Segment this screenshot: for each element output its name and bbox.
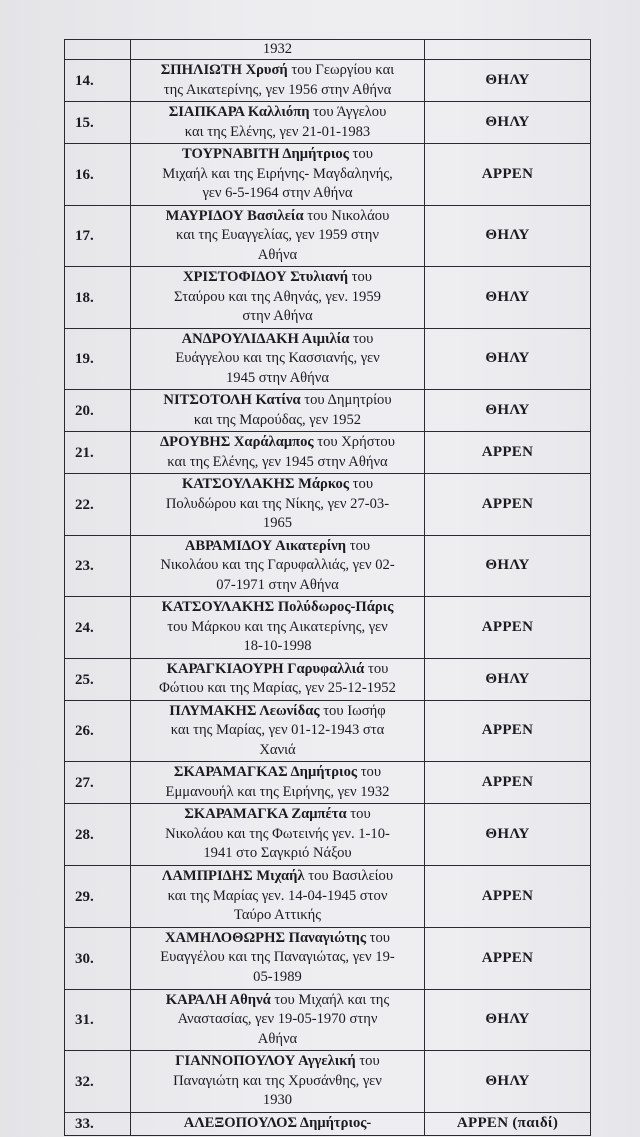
row-sex-cell [425, 40, 591, 60]
description-line: Αθήνα [257, 246, 298, 263]
row-sex-cell [425, 205, 591, 267]
parent-info: του [364, 660, 389, 677]
table-row [65, 1113, 591, 1136]
sex-label: ΘΗΛΥ [485, 557, 530, 574]
parent-info: του Δημητρίου [300, 392, 392, 408]
row-number: 28. [75, 827, 94, 843]
parent-info: του Ιωσήφ [319, 702, 386, 719]
description-line: της Αικατερίνης, γεν 1956 στην Αθήνα [163, 81, 392, 98]
sex-label: ΘΗΛΥ [485, 1073, 530, 1089]
sex-label: ΘΗΛΥ [485, 72, 530, 88]
parent-info: του [346, 537, 371, 554]
row-description-cell [131, 60, 425, 102]
row-description-cell [131, 927, 425, 989]
row-number: 19. [75, 351, 94, 368]
person-name: ΧΡΙΣΤΟΦΙΔΟΥ Στυλιανή [182, 269, 348, 285]
row-number-cell [65, 328, 131, 390]
description-line: 1965 [262, 515, 293, 531]
row-sex-cell [425, 927, 591, 989]
description-line [135, 660, 420, 680]
description-line [135, 598, 420, 618]
person-name: ΣΚΑΡΑΜΑΓΚΑΣ Δημήτριος [173, 764, 358, 780]
row-description-cell [131, 328, 425, 390]
table-row [65, 762, 591, 804]
row-number-cell [65, 432, 131, 474]
row-sex-cell [425, 989, 591, 1051]
description-line [135, 805, 420, 825]
sex-label: ΘΗΛΥ [485, 1011, 530, 1028]
description-line: 18-10-1998 [243, 638, 312, 654]
row-number: 25. [75, 671, 94, 688]
person-name: ΓΙΑΝΝΟΠΟΥΛΟΥ Αγγελική [175, 1053, 356, 1070]
row-description-cell [131, 474, 425, 536]
row-sex-cell [425, 804, 591, 866]
parent-info: του [357, 764, 382, 780]
description-line: Ευάγγελου και της Κασσιανής, γεν [175, 350, 380, 366]
row-number-cell [65, 866, 131, 928]
row-number-cell [65, 205, 131, 267]
description-line: Νικολάου και της Φωτεινής γεν. 1-10- [165, 825, 390, 842]
table-row [65, 267, 591, 329]
table-row [65, 40, 591, 60]
person-name: ΑΛΕΞΟΠΟΥΛΟΣ Δημήτριος- [183, 1115, 372, 1131]
row-sex-cell [425, 102, 591, 144]
row-sex-cell [425, 1051, 591, 1113]
description-line [135, 268, 420, 288]
sex-label: ΑΡΡΕΝ (παιδί) [456, 1115, 559, 1132]
row-description-cell [131, 144, 425, 206]
row-description-cell [131, 989, 425, 1051]
description-line: 1930 [262, 1092, 293, 1109]
person-name: ΛΑΜΠΡΙΔΗΣ Μιχαήλ [161, 868, 305, 884]
description-line: και της Μαρούδας, γεν 1952 [193, 411, 362, 428]
person-name: ΔΡΟΥΒΗΣ Χαράλαμπος [160, 434, 314, 450]
parent-info: του [348, 146, 373, 162]
table-row [65, 866, 591, 928]
description-line: και της Μαρίας γεν. 14-04-1945 στον [167, 887, 388, 904]
row-number: 23. [75, 558, 94, 575]
table-row [65, 658, 591, 700]
table-row [65, 390, 591, 432]
row-number: 24. [75, 619, 94, 636]
description-line [135, 475, 420, 495]
row-description-cell [131, 267, 425, 329]
row-number: 30. [75, 950, 94, 967]
row-sex-cell [425, 432, 591, 474]
table-row [65, 1051, 591, 1113]
table-row [65, 474, 591, 536]
row-description-cell [131, 1113, 425, 1136]
row-number: 21. [75, 445, 94, 461]
row-sex-cell [425, 700, 591, 762]
description-line [135, 702, 420, 722]
row-description-cell [131, 535, 425, 597]
table-row [65, 60, 591, 102]
row-number-cell [65, 535, 131, 597]
sex-label: ΑΡΡΕΝ [481, 774, 534, 790]
description-line: Ευαγγέλου και της Παναγιώτας, γεν 19- [160, 949, 395, 966]
sex-label: ΑΡΡΕΝ [481, 495, 534, 512]
description-line: γεν 6-5-1964 στην Αθήνα [202, 185, 353, 201]
row-number-cell [65, 144, 131, 206]
row-number: 16. [75, 166, 94, 183]
row-description-cell [131, 762, 425, 804]
row-number-cell [65, 40, 131, 60]
row-description-cell [131, 866, 425, 928]
person-name: ΚΑΡΑΛΗ Αθηνά [165, 991, 271, 1008]
description-line: και της Ελένης, γεν 1945 στην Αθήνα [167, 453, 388, 470]
continued-text: 1932 [262, 41, 293, 57]
description-line: και της Ευαγγελίας, γεν 1959 στην [175, 227, 380, 243]
description-line [135, 207, 420, 227]
row-sex-cell [425, 658, 591, 700]
person-name: ΝΙΤΣΟΤΟΛΗ Κατίνα [163, 392, 301, 408]
row-number: 18. [75, 289, 94, 306]
table-row [65, 205, 591, 267]
sex-label: ΘΗΛΥ [485, 350, 530, 367]
description-line [135, 867, 420, 887]
sex-label: ΘΗΛΥ [485, 826, 530, 842]
description-line [135, 991, 420, 1011]
description-line: 07-1971 στην Αθήνα [216, 576, 339, 593]
person-name: ΧΑΜΗΛΟΘΩΡΗΣ Παναγιώτης [164, 929, 366, 946]
parent-info: του [347, 269, 373, 285]
description-line: 05-1989 [253, 968, 302, 985]
row-description-cell [131, 804, 425, 866]
person-name: ΣΠΗΛΙΩΤΗ Χρυσή [160, 62, 288, 78]
row-number: 27. [75, 775, 94, 791]
description-line: Πολυδώρου και της Νίκης, γεν 27-03- [165, 495, 390, 512]
description-line: του Μάρκου και της Αικατερίνης, γεν [167, 618, 388, 635]
row-number: 17. [75, 228, 94, 245]
description-line: Παναγιώτη και της Χρυσάνθης, γεν [173, 1072, 382, 1089]
description-line [135, 145, 420, 165]
description-line: Σταύρου και της Αθηνάς, γεν. 1959 [174, 288, 381, 305]
row-number-cell [65, 804, 131, 866]
parent-info: του [346, 806, 371, 823]
row-sex-cell [425, 267, 591, 329]
sex-label: ΘΗΛΥ [485, 402, 530, 418]
row-number-cell [65, 390, 131, 432]
row-number: 22. [75, 496, 94, 513]
description-line: Μιχαήλ και της Ειρήνης- Μαγδαληνής, [162, 165, 393, 182]
parent-info: του Μιχαήλ και της [270, 991, 390, 1008]
row-description-cell [131, 40, 425, 60]
row-number-cell [65, 927, 131, 989]
description-line: Αναστασίας, γεν 19-05-1970 στην [177, 1011, 378, 1027]
row-number: 29. [75, 888, 94, 905]
row-sex-cell [425, 474, 591, 536]
table-row [65, 328, 591, 390]
sex-label: ΘΗΛΥ [485, 288, 530, 305]
person-name: ΣΙΑΠΚΑΡΑ Καλλιόπη [168, 104, 310, 120]
parent-info: του Χρήστου [313, 434, 395, 450]
person-name: ΚΑΡΑΓΚΙΑΟΥΡΗ Γαρυφαλλιά [166, 660, 365, 677]
row-number-cell [65, 989, 131, 1051]
parent-info: του Βασιλείου [304, 868, 394, 884]
person-name: ΠΛΥΜΑΚΗΣ Λεωνίδας [169, 702, 320, 719]
description-line: και της Μαρίας, γεν 01-12-1943 στα [170, 722, 385, 738]
description-line: Φώτιου και της Μαρίας, γεν 25-12-1952 [159, 680, 396, 696]
row-number: 20. [75, 403, 94, 419]
parent-info: του [349, 330, 374, 347]
description-line: και της Ελένης, γεν 21-01-1983 [184, 123, 371, 140]
row-sex-cell [425, 762, 591, 804]
description-line [135, 763, 420, 783]
row-description-cell [131, 700, 425, 762]
row-number-cell [65, 474, 131, 536]
sex-label: ΘΗΛΥ [485, 114, 530, 130]
description-line [135, 330, 420, 350]
person-name: ΑΝΔΡΟΥΛΙΔΑΚΗ Αιμιλία [181, 330, 350, 347]
row-number-cell [65, 597, 131, 659]
row-description-cell [131, 597, 425, 659]
row-number-cell [65, 1051, 131, 1113]
description-line: Ταύρο Αττικής [233, 907, 322, 923]
row-sex-cell [425, 328, 591, 390]
row-number-cell [65, 60, 131, 102]
description-line: Εμμανουήλ και της Ειρήνης, γεν 1932 [165, 783, 390, 800]
row-description-cell [131, 102, 425, 144]
row-number-cell [65, 700, 131, 762]
parent-info: του [365, 929, 391, 946]
row-sex-cell [425, 60, 591, 102]
row-number: 26. [75, 723, 94, 740]
table-row [65, 927, 591, 989]
description-line [135, 1114, 420, 1134]
sex-label: ΑΡΡΕΝ [481, 444, 534, 460]
table-row [65, 804, 591, 866]
person-name: ΜΑΥΡΙΔΟΥ Βασιλεία [165, 207, 304, 224]
sex-label: ΑΡΡΕΝ [481, 618, 534, 635]
person-name: ΚΑΤΣΟΥΛΑΚΗΣ Μάρκος [181, 476, 350, 492]
parent-info: του [349, 476, 374, 492]
table-row [65, 597, 591, 659]
row-description-cell [131, 658, 425, 700]
description-line [135, 1052, 420, 1072]
row-sex-cell [425, 866, 591, 928]
registry-table [64, 39, 591, 1136]
row-sex-cell [425, 1113, 591, 1136]
row-sex-cell [425, 597, 591, 659]
sex-label: ΘΗΛΥ [485, 227, 530, 244]
table-row [65, 102, 591, 144]
row-number: 33. [75, 1116, 94, 1133]
person-name: ΑΒΡΑΜΙΔΟΥ Αικατερίνη [184, 537, 347, 554]
row-description-cell [131, 390, 425, 432]
description-line: 1941 στο Σαγκριό Νάξου [203, 845, 352, 862]
parent-info: του Άγγελου [309, 104, 387, 120]
row-sex-cell [425, 535, 591, 597]
description-line [135, 61, 420, 81]
description-line [135, 391, 420, 411]
sex-label: ΑΡΡΕΝ [481, 165, 534, 182]
table-row [65, 535, 591, 597]
parent-info: του [355, 1053, 380, 1070]
row-description-cell [131, 1051, 425, 1113]
row-number-cell [65, 762, 131, 804]
table-row [65, 989, 591, 1051]
parent-info: του Νικολάου [303, 207, 390, 224]
sex-label: ΘΗΛΥ [485, 670, 530, 687]
description-line [135, 537, 420, 557]
row-number: 14. [75, 73, 94, 89]
row-number: 32. [75, 1074, 94, 1090]
person-name: ΚΑΤΣΟΥΛΑΚΗΣ Πολύδωρος-Πάρις [161, 599, 394, 615]
row-description-cell [131, 205, 425, 267]
description-line [135, 103, 420, 123]
row-number: 15. [75, 115, 94, 131]
description-line: Νικολάου και της Γαρυφαλλιάς, γεν 02- [160, 557, 395, 573]
person-name: ΤΟΥΡΝΑΒΙΤΗ Δημήτριος [182, 146, 349, 162]
table-row [65, 700, 591, 762]
row-number-cell [65, 267, 131, 329]
table-row [65, 144, 591, 206]
parent-info: του Γεωργίου και [287, 62, 395, 78]
sex-label: ΑΡΡΕΝ [481, 949, 534, 966]
sex-label: ΑΡΡΕΝ [481, 887, 534, 904]
row-number-cell [65, 1113, 131, 1136]
person-name: ΣΚΑΡΑΜΑΓΚΑ Ζαμπέτα [184, 806, 347, 823]
sex-label: ΑΡΡΕΝ [481, 722, 534, 739]
description-line [135, 433, 420, 453]
description-line: στην Αθήνα [242, 308, 313, 324]
description-line: 1945 στην Αθήνα [225, 369, 330, 386]
row-number-cell [65, 658, 131, 700]
row-number: 31. [75, 1012, 94, 1029]
row-sex-cell [425, 144, 591, 206]
table-row [65, 432, 591, 474]
description-line: Αθήνα [257, 1030, 298, 1047]
row-sex-cell [425, 390, 591, 432]
row-number-cell [65, 102, 131, 144]
description-line [135, 929, 420, 949]
description-line: Χανιά [259, 741, 296, 758]
row-description-cell [131, 432, 425, 474]
